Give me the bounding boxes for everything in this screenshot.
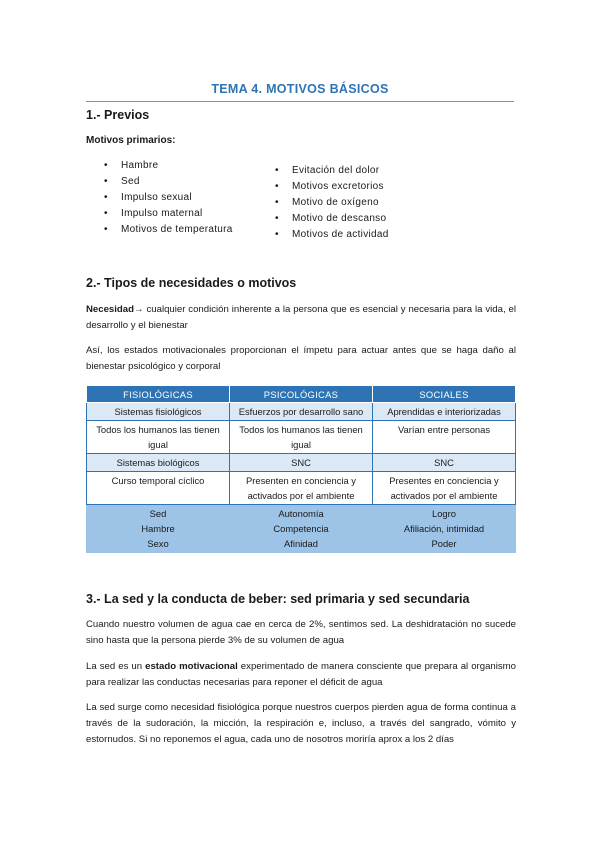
table-cell: Presentes en conciencia y activados por el ambiente — [373, 472, 516, 505]
example-item: Afiliación, intimidad — [403, 523, 485, 534]
motivational-state-term: estado motivacional — [145, 661, 238, 672]
table-row — [87, 421, 516, 454]
motivational-states-paragraph: Así, los estados motivacionales proporcionan el ímpetu para actuar antes que se haga daño al bienestar psicológico y corporal — [86, 345, 516, 372]
table-cell: Todos los humanos las tienen igual — [87, 421, 230, 454]
example-item: Logro — [432, 508, 456, 519]
thirst-threshold-paragraph: Cuando nuestro volumen de agua cae en cerca de 2%, sentimos sed. La deshidratación no sucede sino hasta que la persona pierde 3% de su volumen de agua — [86, 619, 516, 646]
table-header-social: SOCIALES — [373, 386, 516, 403]
list-item: • Impulso sexual — [104, 190, 233, 206]
table-header-psychological: PSICOLÓGICAS — [230, 386, 373, 403]
table-cell: Aprendidas e interiorizadas — [373, 403, 516, 421]
section-3-heading: 3.- La sed y la conducta de beber: sed primaria y sed secundaria — [86, 592, 470, 606]
table-cell: Sistemas biológicos — [87, 454, 230, 472]
table-row — [87, 472, 516, 505]
needs-table — [86, 385, 516, 553]
list-item: • Motivos excretorios — [275, 179, 389, 195]
examples-social — [373, 505, 516, 553]
example-item: Afinidad — [284, 538, 318, 549]
examples-psychological — [230, 505, 373, 553]
section-1-heading: 1.- Previos — [86, 108, 150, 122]
page-title: TEMA 4. MOTIVOS BÁSICOS — [211, 82, 389, 96]
table-cell: SNC — [230, 454, 373, 472]
title-divider — [86, 101, 514, 102]
list-item: • Motivos de actividad — [275, 227, 389, 243]
table-cell: Sistemas fisiológicos — [87, 403, 230, 421]
list-item: • Impulso maternal — [104, 206, 233, 222]
example-item: Sexo — [147, 538, 169, 549]
list-item: • Evitación del dolor — [275, 163, 389, 179]
example-item: Poder — [431, 538, 457, 549]
table-cell: Esfuerzos por desarrollo sano — [230, 403, 373, 421]
table-cell: SNC — [373, 454, 516, 472]
primary-motives-list-right — [275, 163, 389, 243]
need-term: Necesidad→ — [86, 304, 144, 315]
section-2-heading: 2.- Tipos de necesidades o motivos — [86, 276, 297, 290]
table-cell: Curso temporal cíclico — [87, 472, 230, 505]
table-cell: Varían entre personas — [373, 421, 516, 454]
table-row — [87, 454, 516, 472]
list-item: • Motivos de temperatura — [104, 222, 233, 238]
table-row-examples — [87, 505, 516, 553]
table-header-physiological: FISIOLÓGICAS — [87, 386, 230, 403]
thirst-definition-paragraph — [86, 659, 516, 691]
example-item: Autonomía — [278, 508, 324, 519]
list-item: • Motivo de oxígeno — [275, 195, 389, 211]
table-cell: Presenten en conciencia y activados por el ambiente — [230, 472, 373, 505]
table-cell: Todos los humanos las tienen igual — [230, 421, 373, 454]
text-run: La sed es un — [86, 661, 146, 672]
text-run: experimentado de manera consciente que prepara al organismo para realizar las conductas necesarias para reponer el déficit de agua — [86, 661, 517, 688]
list-item: • Hambre — [104, 158, 233, 174]
example-item: Hambre — [141, 523, 175, 534]
need-definition — [86, 302, 516, 334]
primary-motives-label: Motivos primarios: — [86, 135, 176, 146]
list-item: • Sed — [104, 174, 233, 190]
primary-motives-list-left — [104, 158, 233, 238]
example-item: Competencia — [273, 523, 329, 534]
example-item: Sed — [149, 508, 167, 519]
list-item: • Motivo de descanso — [275, 211, 389, 227]
table-row — [87, 403, 516, 421]
thirst-physiology-paragraph: La sed surge como necesidad fisiológica porque nuestros cuerpos pierden agua de forma continua a través de la sudoración, la micción, la respiración e, incluso, a través del sangrado, vómito y estornudos. Si no reponemos el agua, cada uno de nosotros moriría aprox a los 2 días — [86, 702, 516, 745]
need-definition-text: cualquier condición inherente a la persona que es esencial y necesaria para la vida, el desarrollo y el bienestar — [86, 304, 516, 331]
examples-physiological — [87, 505, 230, 553]
